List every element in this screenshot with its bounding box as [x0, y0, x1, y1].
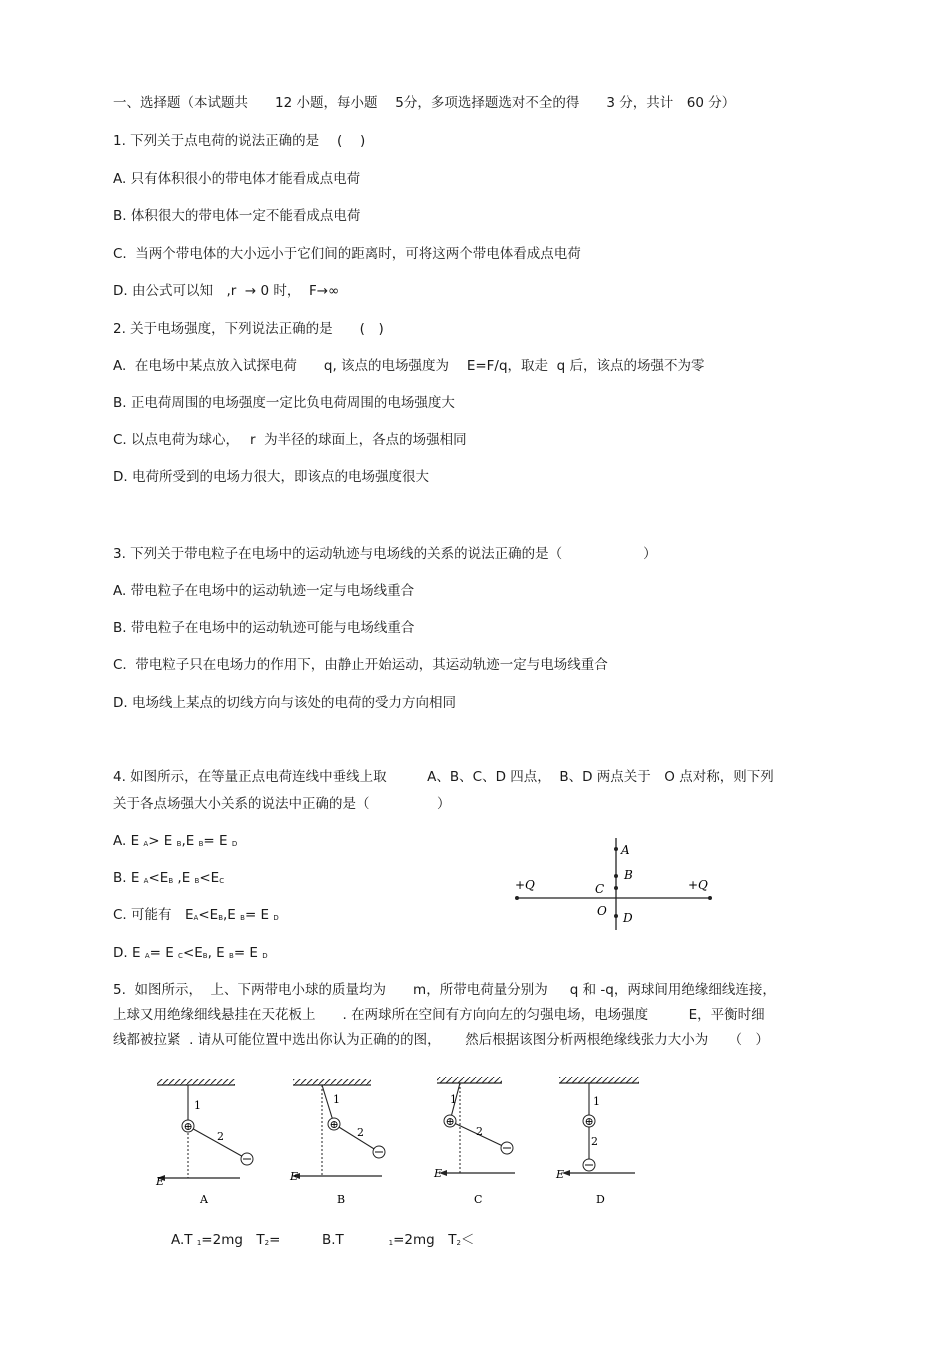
label-c: C	[595, 882, 605, 896]
svg-text:D: D	[596, 1193, 605, 1206]
svg-text:E: E	[290, 1170, 299, 1183]
point-d	[614, 914, 618, 918]
q5-answer-b: B.T 1=2mg T2＜	[322, 1232, 475, 1248]
label-d: D	[623, 911, 633, 925]
q3-option-a: A. 带电粒子在电场中的运动轨迹一定与电场线重合	[113, 583, 415, 599]
svg-text:C: C	[474, 1193, 483, 1206]
figure-d	[555, 1077, 639, 1206]
label-o: O	[597, 904, 607, 918]
svg-text:2: 2	[591, 1135, 598, 1148]
q1-stem: 1. 下列关于点电荷的说法正确的是 ( )	[113, 133, 366, 149]
q3-option-b: B. 带电粒子在电场中的运动轨迹可能与电场线重合	[113, 620, 415, 636]
svg-text:1: 1	[194, 1099, 201, 1112]
label-a: A	[621, 843, 630, 857]
charge-right	[708, 896, 712, 900]
svg-text:B: B	[337, 1193, 346, 1206]
figure-a	[155, 1079, 253, 1206]
label-b: B	[624, 868, 633, 882]
svg-text:⊕: ⊕	[183, 1120, 193, 1133]
svg-text:⊕: ⊕	[329, 1118, 339, 1131]
svg-text:E: E	[434, 1167, 443, 1180]
svg-text:A: A	[200, 1193, 208, 1206]
q1-option-a: A. 只有体积很小的带电体才能看成点电荷	[113, 171, 361, 187]
point-b	[614, 874, 618, 878]
figure-c	[433, 1077, 515, 1206]
section-header: 一、选择题（本试题共 12 小题，每小题 5分，多项选择题选对不全的得 3 分，共计 60 分）	[113, 95, 736, 111]
point-a	[614, 847, 618, 851]
svg-text:1: 1	[450, 1093, 457, 1106]
q2-option-b: B. 正电荷周围的电场强度一定比负电荷周围的电场强度大	[113, 395, 455, 411]
figure-b	[289, 1079, 385, 1206]
q4-option-a: A. E A> E B,E B= E D	[113, 833, 238, 849]
svg-text:⊕: ⊕	[584, 1115, 594, 1128]
label-left-charge: +Q	[515, 878, 535, 892]
q4-option-c: C. 可能有 EA<EB,E B= E D	[113, 907, 279, 923]
q5-stem-line2: 上球又用绝缘细线悬挂在天花板上 . 在两球所在空间有方向向左的匀强电场，电场强度 E，平衡时细	[113, 1007, 765, 1023]
q2-stem: 2. 关于电场强度，下列说法正确的是 ( )	[113, 321, 384, 337]
q4-figure	[505, 830, 725, 940]
point-c	[614, 886, 618, 890]
svg-text:2: 2	[357, 1126, 364, 1139]
svg-text:E: E	[556, 1168, 565, 1181]
q2-option-c: C. 以点电荷为球心， r 为半径的球面上，各点的场强相同	[113, 432, 467, 448]
q1-option-c: C. 当两个带电体的大小远小于它们间的距离时，可将这两个带电体看成点电荷	[113, 246, 581, 262]
q5-figures	[145, 1072, 645, 1212]
svg-text:2: 2	[476, 1125, 483, 1138]
q1-option-d: D. 由公式可以知 ,r → 0 时， F→∞	[113, 283, 340, 299]
q3-option-d: D. 电场线上某点的切线方向与该处的电荷的受力方向相同	[113, 695, 456, 711]
q4-stem-line1: 4. 如图所示，在等量正点电荷连线中垂线上取 A、B、C、D 四点， B、D 两点关于 O 点对称，则下列	[113, 769, 774, 785]
svg-text:E: E	[156, 1175, 165, 1188]
svg-text:⊕: ⊕	[445, 1115, 455, 1128]
q4-option-b: B. E A<EB ,E B<EC	[113, 870, 225, 886]
q2-option-a: A. 在电场中某点放入试探电荷 q, 该点的电场强度为 E=F/q，取走 q 后，该点的场强不为零	[113, 358, 705, 374]
q5-stem-line1: 5. 如图所示， 上、下两带电小球的质量均为 m，所带电荷量分别为 q 和 -q，两球间用绝缘细线连接，	[113, 982, 776, 998]
q2-option-d: D. 电荷所受到的电场力很大，即该点的电场强度很大	[113, 469, 429, 485]
q5-stem-line3: 线都被拉紧 . 请从可能位置中选出你认为正确的的图， 然后根据该图分析两根绝缘线张力大小为 （ ）	[113, 1032, 769, 1048]
q5-answer-a: A.T 1=2mg T2=	[171, 1232, 281, 1248]
charge-left	[515, 896, 519, 900]
label-right-charge: +Q	[688, 878, 708, 892]
svg-text:1: 1	[593, 1095, 600, 1108]
q4-option-d: D. E A= E C<EB, E B= E D	[113, 945, 268, 961]
svg-text:2: 2	[217, 1130, 224, 1143]
q3-option-c: C. 带电粒子只在电场力的作用下，由静止开始运动，其运动轨迹一定与电场线重合	[113, 657, 608, 673]
q3-stem: 3. 下列关于带电粒子在电场中的运动轨迹与电场线的关系的说法正确的是（ ）	[113, 546, 657, 562]
q4-stem-line2: 关于各点场强大小关系的说法中正确的是（ ）	[113, 796, 451, 812]
svg-text:1: 1	[333, 1093, 340, 1106]
q1-option-b: B. 体积很大的带电体一定不能看成点电荷	[113, 208, 361, 224]
